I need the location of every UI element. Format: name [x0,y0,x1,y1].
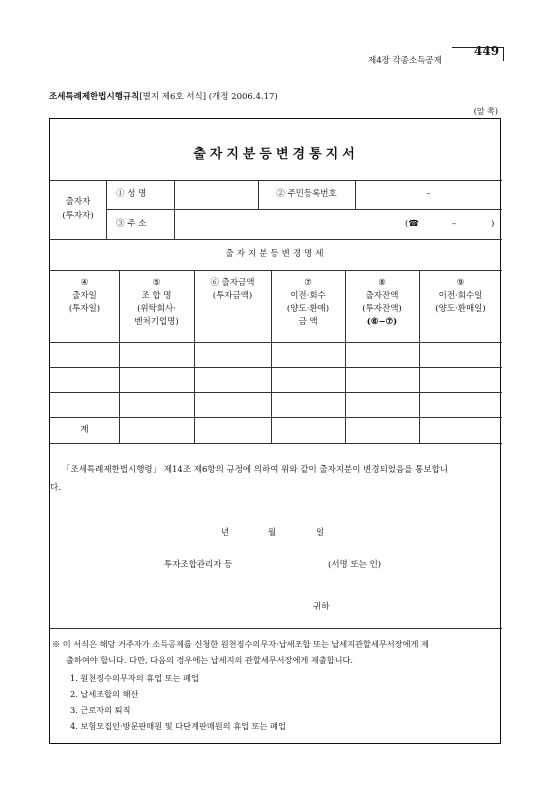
col-line: (양도·환매) [286,304,330,314]
note-item: 2. 납세조합의 해산 [70,689,139,699]
phone-dash: – [452,219,457,229]
col-line: 출자잔액 [365,291,399,301]
col-line: 이전·회수 [290,291,326,301]
investor-label: 출자자 [65,197,91,207]
signature-note: (서명 또는 인) [328,560,382,570]
phone-open: (☎ [405,219,419,229]
col-num: ⑦ [304,278,312,288]
rrn-value: – [426,189,431,199]
col-header-balance [345,277,419,329]
rrn-label: ② 주민등록번호 [276,189,337,199]
statement-line-2: 다. [50,483,61,493]
col-num: ⑨ [456,278,465,288]
rule-name-row [106,209,502,210]
rule-notes [50,628,502,629]
header-rule-tick [503,47,504,61]
date-day: 일 [316,528,325,538]
rule-row-3 [50,417,502,418]
address-label: ③ 주 소 [116,219,147,229]
rule-header-bottom [50,342,502,343]
page-number: 449 [474,44,500,58]
phone-close: ) [491,219,495,229]
col-line: (양도·환매일) [435,304,486,314]
total-label: 계 [80,425,89,435]
col-num: ⑥ 출자금액 [210,278,255,288]
rule-row-2 [50,392,502,393]
addressee: 귀하 [313,602,330,612]
col-num: ⑧ [378,278,386,288]
col-line: (투자일) [68,304,101,314]
col-line: 이전·회수일 [438,291,483,301]
name-label: ① 성 명 [116,189,147,199]
date-year: 년 [221,528,230,538]
col-line: 출자일 [72,291,97,301]
col-header-date [50,277,119,316]
col-num: ④ [80,278,89,288]
col-header-union [119,277,194,329]
rule-section-bottom [50,270,502,271]
col-header-transfer-date [419,277,502,316]
col-header-amount [194,277,271,303]
rule-total [50,443,502,444]
col-num: ⑤ [152,278,161,288]
rule-v-label [174,180,175,239]
statement-line-1: 「조세특례제한법시행령」 제14조 제6항의 규정에 의하여 위와 같이 출자지분이 변경되었음을 통보합니 [62,465,448,475]
rule-title-bottom [50,180,502,181]
rule-v-investor [106,180,107,239]
signer-label: 투자조합관리자 등 [164,560,233,570]
header-rule [452,47,504,48]
note-line-2: 출하여야 합니다. 다만, 다음의 경우에는 납세지의 관할세무서장에게 제출합니다. [66,655,354,665]
rule-investor-bottom [50,239,502,240]
form-title: 출자지분등변경통지서 [193,147,359,162]
decree-name: 조세특례제한법시행규칙 [49,92,140,102]
col-line: (투자금액) [212,291,253,301]
col-line: 금 액 [298,317,318,327]
col-line: 벤처기업명) [134,317,179,327]
chapter-title: 제4장 각종소득공제 [368,56,442,66]
section-title: 출자지분등변경명세 [225,249,327,259]
note-item: 4. 보험모집인·방문판매원 및 다단계판매원의 휴업 또는 폐업 [70,721,286,731]
notice-form [49,118,501,744]
col-header-transfer [271,277,345,329]
front-side-label: (앞 쪽) [473,107,498,116]
note-item: 3. 근로자의 퇴직 [70,705,131,715]
note-item: 1. 원천징수의무자의 휴업 또는 폐업 [70,673,199,683]
col-line: (위탁회사· [137,304,176,314]
col-line: (⑥−⑦) [366,317,398,327]
decree-form-info: [별지 제6호 서식] (개정 2006.4.17) [139,92,278,102]
decree-reference [49,90,278,102]
rule-row-1 [50,367,502,368]
note-line-1: ※ 이 서식은 해당 거주자가 소득공제를 신청한 원천징수의무자·납세조합 또는 납세지관할세무서장에게 제 [52,639,429,649]
date-month: 월 [268,528,277,538]
col-line: 조 합 명 [141,291,172,301]
investor-label-sub: (투자자) [62,211,94,221]
col-line: (투자잔액) [362,304,402,314]
